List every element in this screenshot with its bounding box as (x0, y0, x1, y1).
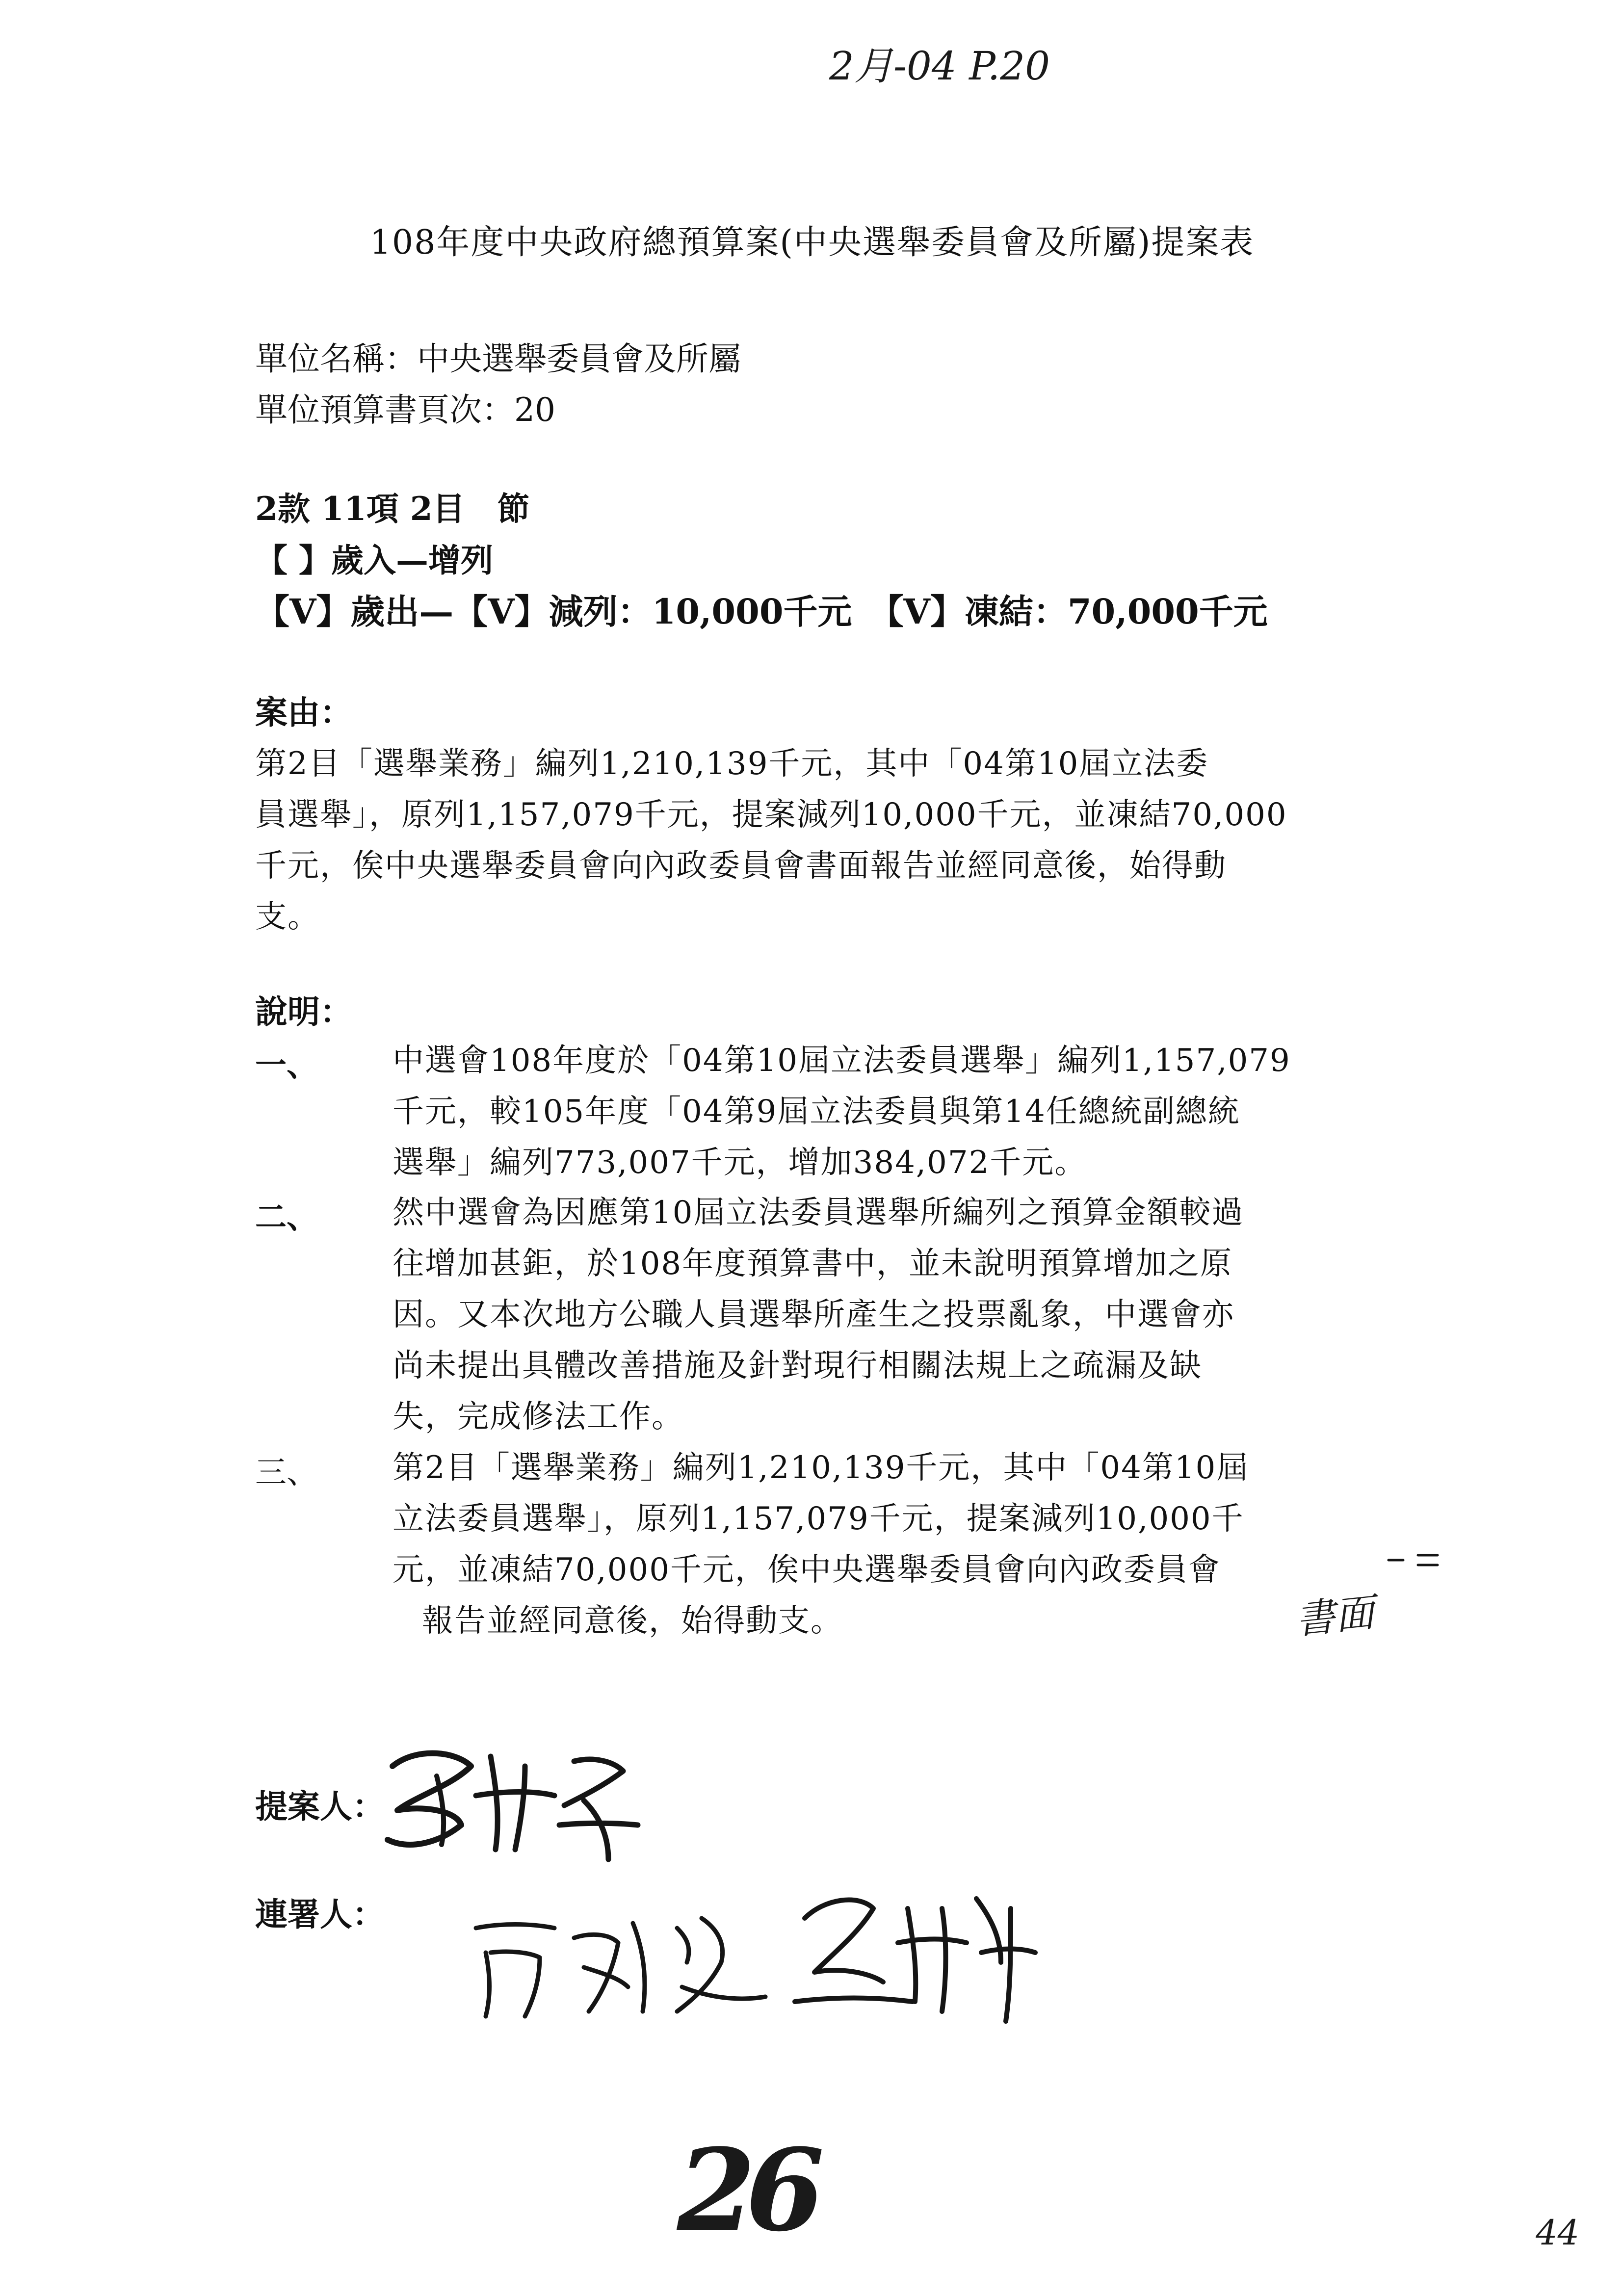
proposer-label: 提案人： (255, 1787, 385, 1826)
item-number: 一、 (255, 1047, 318, 1084)
cosigner-signature-1 (471, 1899, 775, 2026)
handwritten-header-note: 2月-04 P.20 (829, 43, 1050, 89)
item-line: 立法委員選舉」，原列1,157,079千元，提案減列10,000千 (393, 1501, 1244, 1537)
proposer-signature (378, 1737, 653, 1864)
revenue-line: 【 】歲入—增列 (255, 541, 493, 579)
item-number: 二、 (255, 1199, 318, 1236)
item-line: 尚未提出具體改善措施及針對現行相關法規上之疏漏及缺 (393, 1348, 1202, 1384)
case-body (255, 738, 1413, 942)
item-line: 然中選會為因應第10屆立法委員選舉所編列之預算金額較過 (393, 1195, 1244, 1231)
case-line: 千元，俟中央選舉委員會向內政委員會書面報告並經同意後，始得動 (255, 848, 1227, 884)
case-line: 員選舉」，原列1,157,079千元，提案減列10,000千元，並凍結70,000 (255, 797, 1287, 833)
unit-budget-page: 單位預算書頁次：20 (255, 391, 555, 429)
explanation-heading: 說明： (255, 992, 352, 1031)
handwritten-insert: 書面 (1293, 1589, 1377, 1644)
item-line: 千元，較105年度「04第9屆立法委員與第14任總統副總統 (393, 1094, 1240, 1130)
case-line: 第2目「選舉業務」編列1,210,139千元，其中「04第10屆立法委 (255, 746, 1209, 782)
explanation-item-1 (393, 1035, 1423, 1188)
item-line: 中選會108年度於「04第10屆立法委員選舉」編列1,157,079 (393, 1043, 1291, 1079)
item-line: 選舉」編列773,007千元，增加384,072千元。 (393, 1145, 1087, 1181)
expenditure-line: 【V】歲出—【V】減列：10,000千元 【V】凍結：70,000千元 (255, 591, 1268, 632)
page-title: 108年度中央政府總預算案(中央選舉委員會及所屬)提案表 (369, 223, 1255, 262)
case-line: 支。 (255, 899, 320, 935)
item-line: 第2目「選舉業務」編列1,210,139千元，其中「04第10屆 (393, 1450, 1249, 1486)
page-number: 44 (1536, 2213, 1580, 2253)
item-line: 往增加甚鉅，於108年度預算書中，並未說明預算增加之原 (393, 1246, 1233, 1282)
budget-section: 2款 11項 2目 節 (255, 490, 530, 528)
insert-caret-mark (1384, 1545, 1442, 1575)
cosigner-label: 連署人： (255, 1895, 385, 1933)
explanation-item-3 (393, 1442, 1423, 1646)
item-line: 報告並經同意後，始得動支。 (422, 1603, 843, 1639)
case-heading: 案由： (255, 693, 352, 731)
item-line: 失，完成修法工作。 (393, 1399, 684, 1435)
unit-name: 單位名稱：中央選舉委員會及所屬 (255, 340, 741, 378)
item-number: 三、 (255, 1455, 318, 1491)
item-line: 元，並凍結70,000千元，俟中央選舉委員會向內政委員會 (393, 1552, 1221, 1588)
cosigner-signature-2 (785, 1879, 1040, 2026)
handwritten-count: 26 (677, 2124, 815, 2257)
explanation-item-2 (393, 1187, 1423, 1442)
item-line: 因。又本次地方公職人員選舉所產生之投票亂象，中選會亦 (393, 1297, 1234, 1333)
